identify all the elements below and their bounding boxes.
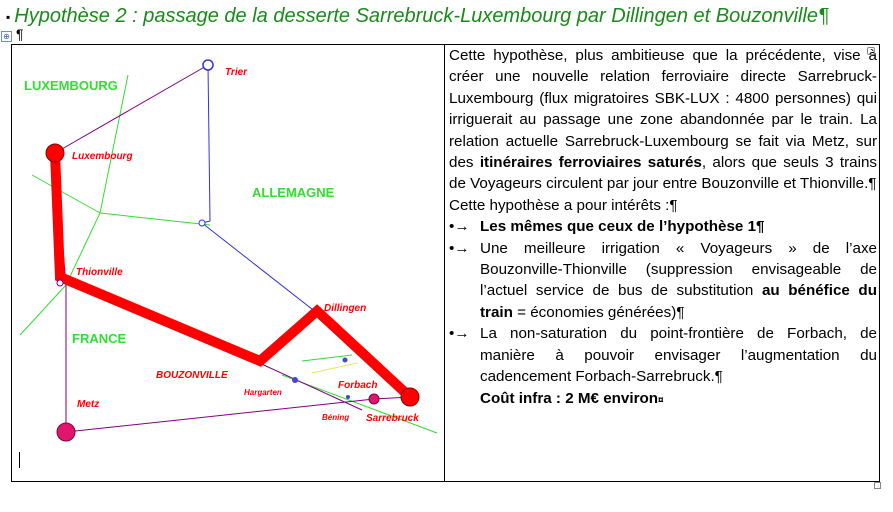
place-luxembourg: Luxembourg	[72, 151, 133, 162]
paragraph-intro	[449, 45, 877, 195]
place-trier: Trier	[225, 67, 248, 78]
heading-title: Hypothèse 2 : passage de la desserte Sarrebruck-Luxembourg par Dillingen et Bouzonville	[14, 5, 819, 27]
station-metz	[57, 423, 75, 441]
rail-trier-sarrebruck	[202, 65, 362, 358]
content-table	[11, 44, 880, 482]
bullet-marker: •→	[449, 239, 470, 257]
intro-text-end: , alors que seuls 3 trains de Voyageurs circulent par jour entre Bouzonville et Thionville.¶	[449, 154, 877, 193]
place-bening: Béning	[322, 413, 350, 422]
border-lux-north	[100, 75, 128, 213]
bullet-marker: •→	[449, 325, 470, 343]
place-thionville: Thionville	[76, 267, 123, 278]
list-item	[449, 238, 877, 324]
text-cell[interactable]	[449, 45, 877, 481]
list-item-text: Les mêmes que ceux de l’hypothèse 1¶	[480, 218, 765, 236]
rail-lines	[55, 65, 410, 432]
station-thionville	[57, 280, 63, 286]
station-sarrebruck	[401, 388, 419, 406]
place-dillingen: Dillingen	[324, 303, 367, 314]
country-luxembourg: LUXEMBOURG	[24, 78, 118, 93]
border-lux-west	[32, 175, 100, 213]
border-short-yellow	[312, 363, 357, 373]
bullet-marker: •→	[449, 218, 470, 236]
station-forbach	[369, 394, 379, 404]
station-dot-2	[343, 358, 348, 363]
station-junction	[199, 220, 205, 226]
paragraph-interests: Cette hypothèse a pour intérêts :¶	[449, 196, 678, 214]
list-item-text: La non-saturation du point-frontière de Forbach, de manière à pouvoir envisager l’augmentation du cadencement Forbach-Sarrebruck.¶	[480, 325, 877, 386]
row-end-marker	[867, 47, 875, 55]
rail-map	[12, 45, 444, 481]
place-hargarten: Hargarten	[244, 388, 282, 397]
cost-text: Coût infra : 2 M€ environ	[480, 389, 659, 407]
country-france: FRANCE	[72, 331, 127, 346]
station-bening	[346, 395, 350, 399]
text-cursor	[19, 452, 20, 468]
country-allemagne: ALLEMAGNE	[252, 185, 335, 200]
list-item-text-end: = économies générées)¶	[512, 303, 685, 321]
border-lux-de	[100, 213, 210, 225]
list-item-text: Une meilleure irrigation « Voyageurs » de l’axe Bouzonville-Thionville (suppression envisageable de l’actuel service de bus de substitution	[480, 239, 877, 300]
station-trier	[203, 60, 213, 70]
intro-text-start: Cette hypothèse, plus ambitieuse que la précédente, vise à créer une nouvelle relation ferroviaire directe Sarrebruck-Luxembourg (flux migratoires SBK-LUX : 4800 personnes) qui irriguerait au passage une zone abandonnée par le train. La relation actuelle Sarrebruck-Luxembourg se fait via Metz, sur des	[449, 47, 877, 172]
intro-text-bold: itinéraires ferroviaires saturés	[479, 154, 702, 172]
list-item	[449, 216, 877, 237]
table-move-handle-icon[interactable]: ⊕	[1, 31, 12, 42]
border-fr-west	[20, 285, 66, 335]
heading-bullet: ▪	[6, 9, 11, 24]
empty-paragraph-mark: ¶	[16, 26, 24, 42]
heading-pilcrow: ¶	[818, 5, 829, 27]
section-heading	[6, 2, 829, 30]
station-hargarten	[292, 377, 298, 383]
cost-line	[449, 388, 877, 411]
station-luxembourg	[46, 144, 64, 162]
list-item-bold: au bénéfice du train	[480, 282, 877, 321]
map-cell[interactable]	[12, 45, 445, 481]
place-forbach: Forbach	[338, 380, 378, 391]
table-resize-handle-icon[interactable]	[874, 482, 881, 489]
cell-end-mark: ¤	[658, 394, 664, 406]
list-item	[449, 323, 877, 387]
place-sarrebruck: Sarrebruck	[366, 413, 419, 424]
place-bouzonville: BOUZONVILLE	[156, 370, 228, 381]
place-metz: Metz	[77, 399, 100, 410]
